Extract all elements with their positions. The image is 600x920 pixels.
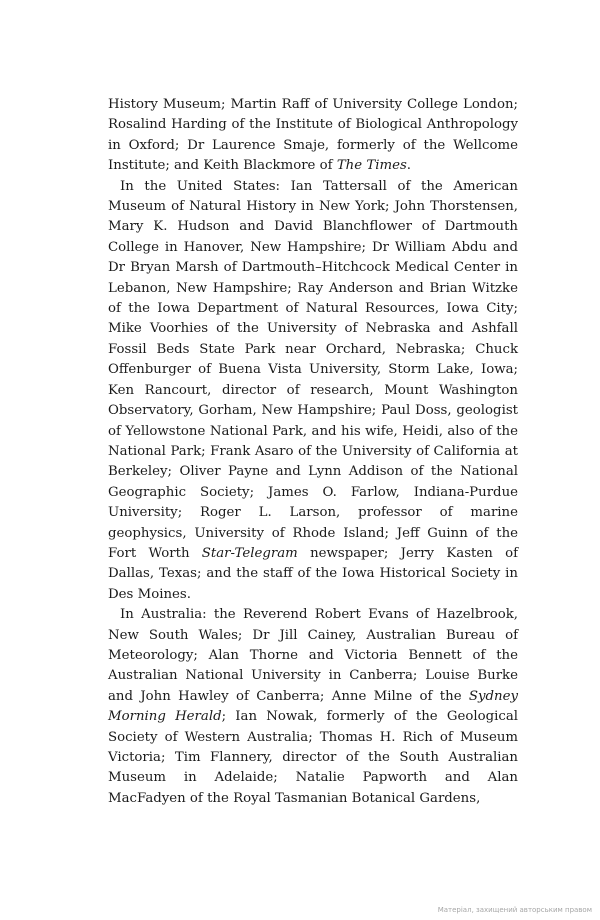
text-run: ; Ian Nowak, formerly of the Geological Society of Western Australia; Thomas H. Rich of Museum Victoria; Tim Flannery, director of the South Australian Museum in Adelaide; Natalie Papworth and Alan MacFadyen of the Royal Tasmanian Botanical Gardens, [108,709,518,806]
copyright-watermark: Матеріал, захищений авторським правом [437,906,592,914]
text-run: In the United States: Ian Tattersall of the American Museum of Natural History in New York; John Thorstensen, Mary K. Hudson and David Blanchflower of Dartmouth College in Hanover, New Hampshire; Dr William Abdu and Dr Bryan Marsh of Dartmouth–Hitchcock Medical Center in Lebanon, New Hampshire; Ray Anderson and Brian Witzke of the Iowa Department of Natural Resources, Iowa City; Mike Voorhies of the University of Nebraska and Ashfall Fossil Beds State Park near Orchard, Nebraska; Chuck Offenburger of Buena Vista University, Storm Lake, Iowa; Ken Rancourt, director of research, Mount Washington Observatory, Gorham, New Hampshire; Paul Doss, geologist of Yellowstone National Park, and his wife, Heidi, also of the National Park; Frank Asaro of the University of California at Berkeley; Oliver Payne and Lynn Addison of the National Geographic Society; James O. Farlow, Indiana-Purdue University; Roger L. Larson, professor of marine geophysics, University of Rhode Island; Jeff Guinn of the Fort Worth [108,178,518,561]
italic-title: Sydney Morning Herald [108,688,518,725]
italic-title: The Times [336,158,407,174]
paragraph [108,605,518,809]
italic-title: Star-Telegram [201,545,298,561]
page-body-text [108,95,518,809]
text-run: History Museum; Martin Raff of University College London; Rosalind Harding of the Institute of Biological Anthropology in Oxford; Dr Laurence Smaje, formerly of the Wellcome Institute; and Keith Blackmore of [108,97,518,174]
paragraph [108,177,518,606]
text-run: newspaper; Jerry Kasten of Dallas, Texas; and the staff of the Iowa Historical Society in Des Moines. [108,545,518,602]
text-run: In Australia: the Reverend Robert Evans of Hazelbrook, New South Wales; Dr Jill Cainey, Australian Bureau of Meteorology; Alan Thorne and Victoria Bennett of the Australian National University in Canberra; Louise Burke and John Hawley of Canberra; Anne Milne of the [108,607,518,704]
paragraph [108,95,518,177]
text-run: . [406,158,411,174]
